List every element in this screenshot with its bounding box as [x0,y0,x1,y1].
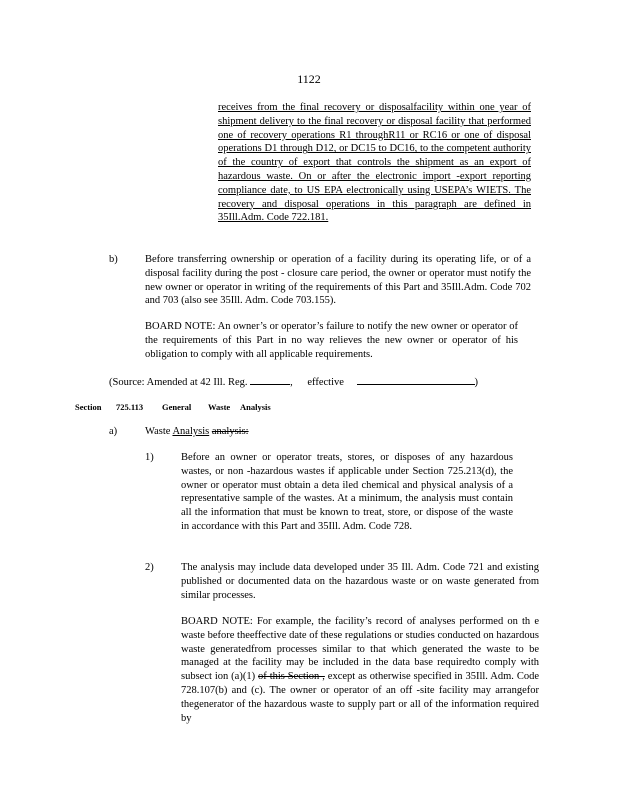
item-a-deleted: analysis: [211,426,249,437]
section-word: Section [75,402,102,412]
section-title-waste: Waste [208,402,231,412]
item-2-paragraph: The analysis may include data developed under 35 Ill. Adm. Code 721 and existing published or documented data on the hazardous waste or on waste generated from similar processes. [181,562,539,601]
item-a-inserted: Analysis [172,426,210,437]
continuation-paragraph: receives from the final recovery or disposalfacility within one year of shipment delivery to the final recovery or disposal facility that performed one of recovery operations R1 throughR11 or RC16 or one of disposal operations D1 through D12, or DC15 to DC16, to the competent authority of the country of export that controls the shipment as an export of hazardous waste. On or after the electronic import -export reporting compliance date, to US EPA electronically using USEPA’s WIETS. The recovery and disposal operations in this paragraph are defined in 35Ill.Adm. Code 722.181. [218,102,531,224]
board-note-text-after: except as otherwise specified in 35Ill. Adm. Code 728.107(b) and (c). The owner or operator of an off -site facility may arrangefor thegenerator of the hazardous waste to supply part or all of the information required by [181,671,540,724]
source-note [109,374,478,390]
source-effective: effective [307,377,344,388]
item-a-label: a) [109,426,118,437]
item-1-label: 1) [145,452,154,463]
section-title-general: General [162,402,192,412]
section-heading [75,402,271,412]
item-1-paragraph: Before an owner or operator treats, stores, or disposes of any hazardous wastes, or non -hazardous wastes if applicable under Section 725.213(d), the owner or operator must obtain a deta iled chemical and physical analysis of a representative sample of the wastes. At a minimum, the analysis must contain all the information that must be known to treat, store, or dispose of the waste in accordance with this Part and 35Ill. Adm. Code 728. [181,452,513,532]
item-b-label: b) [109,254,118,265]
source-comma: , [290,377,293,388]
source-prefix: (Source: Amended at 42 Ill. Reg. [109,377,248,388]
effective-date-blank [357,374,475,385]
reg-page-blank [250,374,290,385]
item-b-paragraph: Before transferring ownership or operation of a facility during its operating life, or of a disposal facility during the post - closure care period, the owner or operator must notify the new owner or operator in writing of the requirements of this Part and 35Ill.Adm. Code 702 and 703 (also see 35Ill. Adm. Code 703.155). [145,254,531,307]
section-number: 725.113 [116,402,144,412]
board-note-deleted: of this Section , [258,671,325,683]
item-b-board-note: BOARD NOTE: An owner’s or operator’s failure to notify the new owner or operator of the requirements of this Part in no way relieves the new owner or operator of his obligation to comply with all applicable requirements. [145,321,518,360]
item-a-lead: Waste [145,426,171,437]
item-2-board-note [181,615,539,725]
page-number: 1122 [297,72,321,86]
source-close: ) [474,377,479,388]
board-note-text-before: BOARD NOTE: For example, the facility’s record of analyses performed on th e waste before theeffective date of these regulations or studies conducted on hazardous waste generatedfrom processes similar to that which generated the waste to be managed at the facility may be included in the data base requiredto comply with subsect ion (a)(1) [181,616,539,683]
item-2-label: 2) [145,562,154,573]
section-title-analysis: Analysis [240,402,271,412]
item-a-heading [145,425,249,439]
